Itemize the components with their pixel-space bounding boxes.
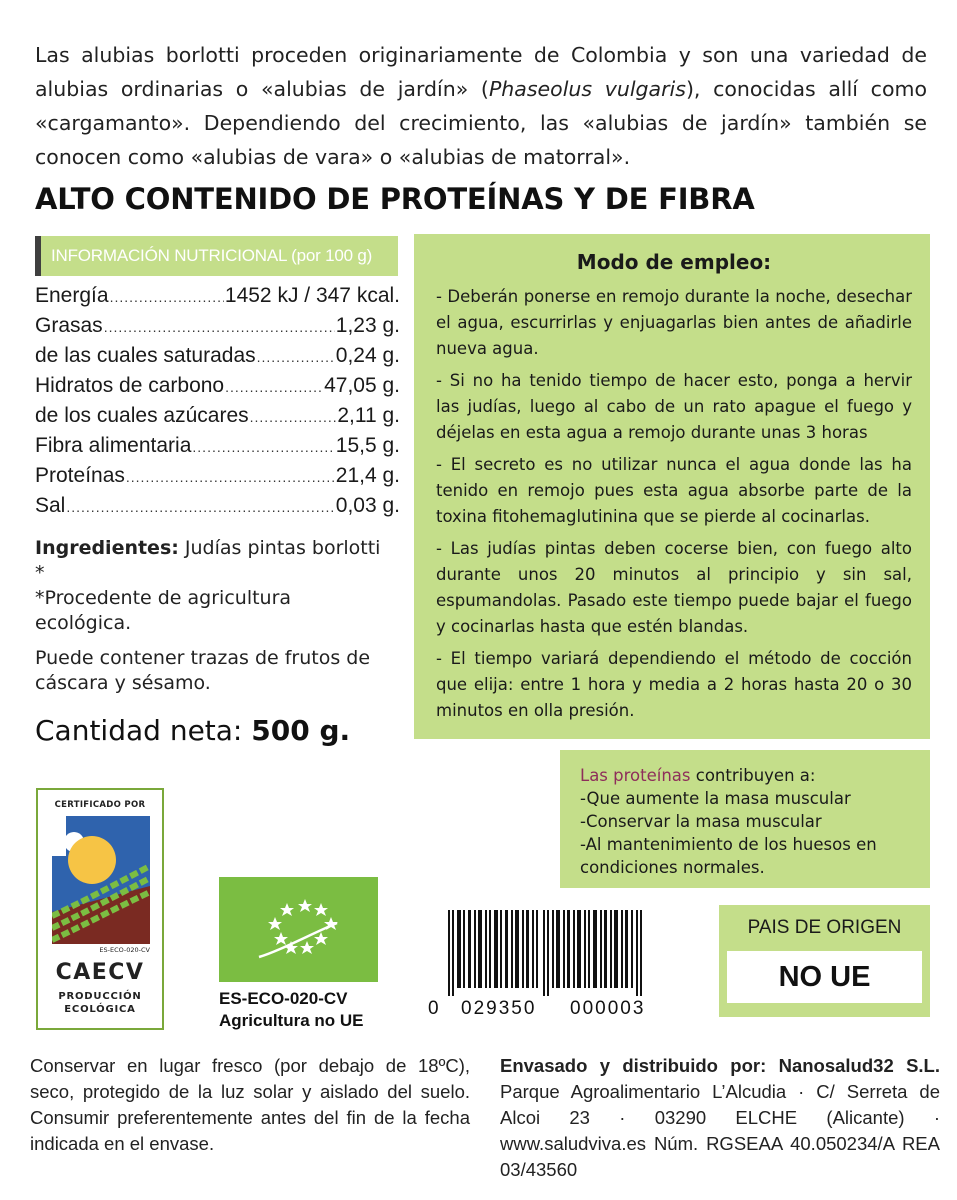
ingredients-block bbox=[35, 536, 390, 706]
protein-accent: Las proteínas bbox=[580, 766, 691, 785]
nutrition-label: Sal bbox=[35, 494, 66, 517]
dot-leader bbox=[110, 289, 224, 305]
nutrition-label: Energía bbox=[35, 284, 109, 307]
protein-claim: -Conservar la masa muscular bbox=[580, 812, 822, 831]
nutrition-value: 15,5 g. bbox=[335, 434, 400, 457]
nutrition-row bbox=[35, 404, 400, 434]
nutrition-label: Hidratos de carbono bbox=[35, 374, 225, 397]
protein-claim: -Al mantenimiento de los huesos en condiciones normales. bbox=[580, 835, 877, 877]
nutrition-header: INFORMACIÓN NUTRICIONAL (por 100 g) bbox=[35, 236, 398, 276]
dot-leader bbox=[225, 379, 323, 395]
distributor-info bbox=[500, 1053, 940, 1183]
nutrition-value: 0,03 g. bbox=[335, 494, 400, 517]
intro-text-1: Las alubias borlotti proceden originariamente de Colombia y son una variedad de alubias ordinarias o «alubias de jardín» ( bbox=[35, 43, 927, 101]
usage-title: Modo de empleo: bbox=[576, 250, 772, 274]
nutrition-row bbox=[35, 434, 400, 464]
usage-item: - Las judías pintas deben cocerse bien, con fuego alto durante unos 20 minutos al principio y sin sal, espumandolas. Pasado este tiempo puede bajar el fuego y cocinarlas hasta que estén blandas. bbox=[436, 539, 912, 636]
caecv-logo bbox=[36, 788, 164, 1030]
nutrition-label: de los cuales azúcares bbox=[35, 404, 249, 427]
protein-claim: -Que aumente la masa muscular bbox=[580, 789, 851, 808]
distributor-title: Envasado y distribuido por: Nanosalud32 S.L. bbox=[500, 1055, 940, 1076]
barcode-right-digits: 000003 bbox=[570, 998, 646, 1019]
allergens-text: Puede contener trazas de frutos de cáscara y sésamo. bbox=[35, 647, 371, 694]
nutrition-row bbox=[35, 344, 400, 374]
caecv-sub2: ECOLÓGICA bbox=[64, 1004, 136, 1015]
net-quantity bbox=[35, 714, 350, 747]
dot-leader bbox=[257, 349, 335, 365]
barcode-first-digit: 0 bbox=[428, 998, 439, 1019]
dot-leader bbox=[192, 439, 334, 455]
latin-name: Phaseolus vulgaris bbox=[488, 77, 686, 101]
protein-claims-intro bbox=[580, 764, 910, 787]
caecv-sub1: PRODUCCIÓN bbox=[58, 991, 142, 1002]
ingredients-line bbox=[35, 536, 390, 636]
intro-paragraph bbox=[35, 38, 927, 174]
origin-value: NO UE bbox=[727, 951, 922, 1003]
ingredients-text: Judías pintas borlotti * bbox=[35, 537, 381, 584]
intro-text-2: ), conocidas allí como «cargamanto». Dependiendo del crecimiento, las «alubias de jardín» también se conocen como «alubias de vara» o «alubias de matorral». bbox=[35, 77, 927, 169]
nutrition-row bbox=[35, 314, 400, 344]
nutrition-label: de las cuales saturadas bbox=[35, 344, 256, 367]
dot-leader bbox=[250, 409, 337, 425]
nutrition-row bbox=[35, 374, 400, 404]
nutrition-table bbox=[35, 284, 400, 524]
origin-label: PAIS DE ORIGEN bbox=[747, 917, 902, 938]
nutrition-row bbox=[35, 494, 400, 524]
eu-organic-leaf-icon bbox=[219, 877, 378, 982]
net-quantity-label: Cantidad neta: bbox=[35, 714, 252, 747]
barcode bbox=[428, 910, 668, 1022]
usage-item: - Si no ha tenido tiempo de hacer esto, ponga a hervir las judías, luego al cabo de un rato apague el fuego y déjelas en esta agua a remojo durante unas 3 horas bbox=[436, 371, 912, 442]
nutrition-row bbox=[35, 464, 400, 494]
eu-organic-text bbox=[219, 988, 364, 1032]
barcode-bars-icon bbox=[448, 910, 648, 996]
caecv-code: ES-ECO-020-CV bbox=[99, 946, 150, 954]
nutrition-label: Fibra alimentaria bbox=[35, 434, 192, 457]
barcode-left-digits: 029350 bbox=[461, 998, 537, 1019]
storage-instructions: Conservar en lugar fresco (por debajo de 18ºC), seco, protegido de la luz solar y aislado del suelo. Consumir preferentemente antes del fin de la fecha indicada en el envase. bbox=[30, 1055, 470, 1154]
ingredients-title: Ingredientes: bbox=[35, 537, 179, 559]
origin-box bbox=[719, 905, 930, 1017]
nutrition-value: 21,4 g. bbox=[335, 464, 400, 487]
eu-organic-origin: Agricultura no UE bbox=[219, 1011, 364, 1030]
nutrition-value: 1,23 g. bbox=[335, 314, 400, 337]
eu-organic-code: ES-ECO-020-CV bbox=[219, 989, 348, 1008]
distributor-address: Parque Agroalimentario L’Alcudia · C/ Serreta de Alcoi 23 · 03290 ELCHE (Alicante) · www.saludviva.es Núm. RGSEAA 40.050234/A REA 03/43560 bbox=[500, 1081, 940, 1180]
nutrition-row bbox=[35, 284, 400, 314]
usage-item: - El secreto es no utilizar nunca el agua donde las ha tenido en remojo pues esta agua absorbe parte de la toxina fitohemaglutinina que se pierde al cocinarlas. bbox=[436, 455, 912, 526]
nutrition-value: 1452 kJ / 347 kcal. bbox=[224, 284, 400, 307]
dot-leader bbox=[66, 499, 334, 515]
caecv-certified-label: CERTIFICADO POR bbox=[54, 800, 146, 810]
usage-panel bbox=[414, 234, 930, 739]
nutrition-value: 47,05 g. bbox=[324, 374, 400, 397]
protein-intro-text: contribuyen a: bbox=[690, 766, 816, 785]
usage-item: - Deberán ponerse en remojo durante la noche, desechar el agua, escurrirlas y enjuagarlas bien antes de añadirle nueva agua. bbox=[436, 287, 912, 358]
nutrition-value: 2,11 g. bbox=[337, 404, 400, 427]
net-quantity-value: 500 g. bbox=[251, 714, 351, 747]
ingredients-note: *Procedente de agricultura ecológica. bbox=[35, 587, 292, 634]
dot-leader bbox=[126, 469, 335, 485]
caecv-emblem-icon bbox=[52, 816, 150, 944]
protein-claims-panel bbox=[560, 750, 930, 888]
caecv-subtitle bbox=[38, 990, 162, 1016]
usage-item: - El tiempo variará dependiendo el método de cocción que elija: entre 1 hora y media a 2 horas hasta 20 o 30 minutos en olla presión. bbox=[436, 649, 912, 720]
nutrition-label: Proteínas bbox=[35, 464, 125, 487]
nutrition-value: 0,24 g. bbox=[335, 344, 400, 367]
nutrition-label: Grasas bbox=[35, 314, 103, 337]
dot-leader bbox=[104, 319, 335, 335]
headline: ALTO CONTENIDO DE PROTEÍNAS Y DE FIBRA bbox=[35, 182, 755, 216]
caecv-name: CAECV bbox=[55, 960, 145, 985]
